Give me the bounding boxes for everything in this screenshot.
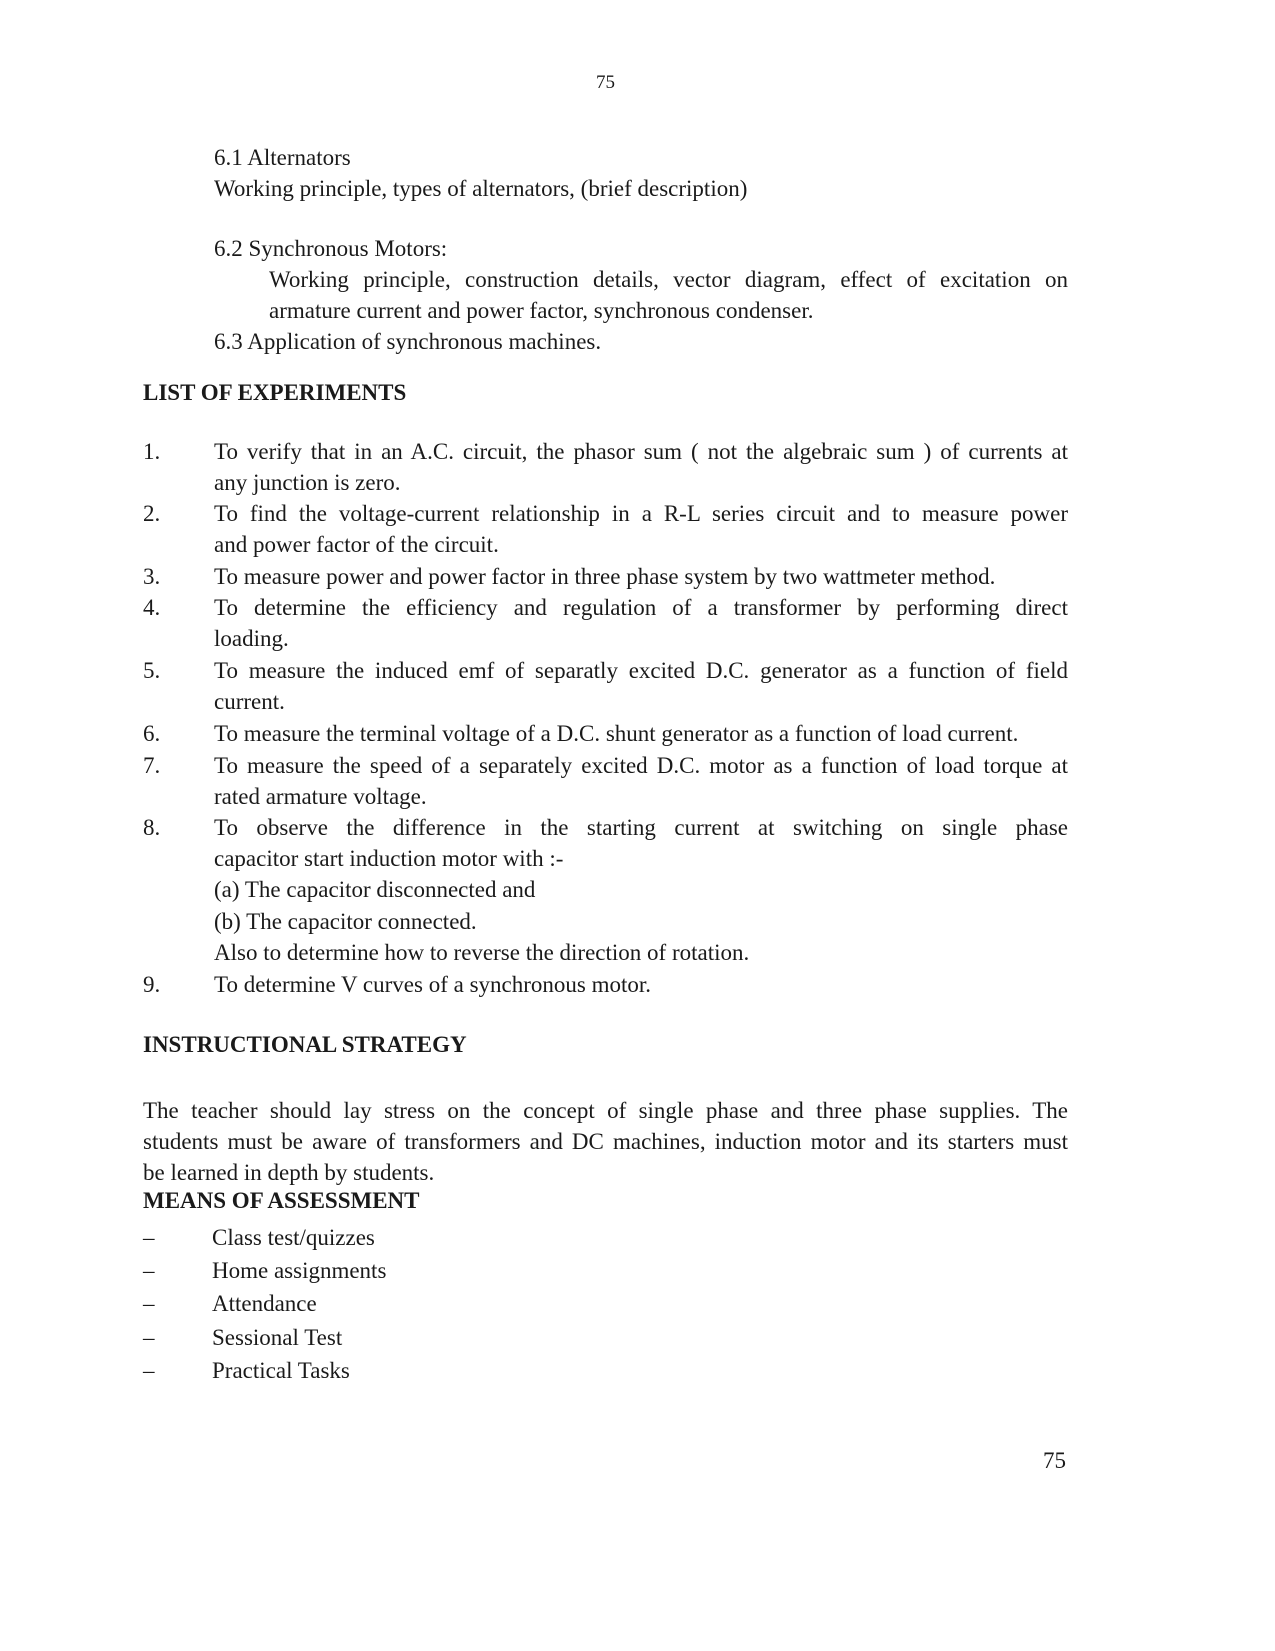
bullet-dash: – <box>143 1291 155 1316</box>
experiment-number: 2. <box>143 501 161 526</box>
experiment-text: To determine V curves of a synchronous motor. <box>214 972 652 997</box>
topic-6-2-description-line1: Working principle, construction details, vector diagram, effect of excitation on <box>269 267 1068 292</box>
experiment-text: Also to determine how to reverse the direction of rotation. <box>214 940 750 965</box>
topic-6-1-title: 6.1 Alternators <box>214 145 351 170</box>
experiment-text: To measure the induced emf of separatly excited D.C. generator as a function of field <box>214 658 1068 683</box>
experiment-number: 6. <box>143 721 161 746</box>
experiment-text: To determine the efficiency and regulation of a transformer by performing direct <box>214 595 1068 620</box>
experiment-text: loading. <box>214 626 289 651</box>
topic-6-3-title: 6.3 Application of synchronous machines. <box>214 329 602 354</box>
experiments-heading: LIST OF EXPERIMENTS <box>143 380 407 405</box>
page-number-top: 75 <box>596 72 615 93</box>
experiment-subitem: (a) The capacitor disconnected and <box>214 877 536 902</box>
experiment-number: 1. <box>143 439 161 464</box>
assessment-heading: MEANS OF ASSESSMENT <box>143 1188 420 1213</box>
experiment-text: To verify that in an A.C. circuit, the phasor sum ( not the algebraic sum ) of currents at <box>214 439 1068 464</box>
bullet-dash: – <box>143 1325 155 1350</box>
experiment-number: 5. <box>143 658 161 683</box>
topic-6-2-description-line2: armature current and power factor, synchronous condenser. <box>269 298 814 323</box>
experiment-text: To observe the difference in the starting current at switching on single phase <box>214 815 1068 840</box>
assessment-item: Class test/quizzes <box>212 1225 375 1250</box>
strategy-paragraph-line: students must be aware of transformers and DC machines, induction motor and its starters must <box>143 1129 1068 1154</box>
experiment-text: To measure the speed of a separately excited D.C. motor as a function of load torque at <box>214 753 1068 778</box>
strategy-paragraph-line: The teacher should lay stress on the concept of single phase and three phase supplies. The <box>143 1098 1068 1123</box>
strategy-paragraph-line: be learned in depth by students. <box>143 1160 435 1185</box>
experiment-text: capacitor start induction motor with :- <box>214 846 564 871</box>
page-number-bottom: 75 <box>1043 1448 1066 1473</box>
experiment-text: To measure the terminal voltage of a D.C. shunt generator as a function of load current. <box>214 721 1019 746</box>
experiment-text: To measure power and power factor in three phase system by two wattmeter method. <box>214 564 996 589</box>
experiment-number: 9. <box>143 972 161 997</box>
assessment-item: Home assignments <box>212 1258 387 1283</box>
bullet-dash: – <box>143 1225 155 1250</box>
experiment-text: and power factor of the circuit. <box>214 532 499 557</box>
experiment-text: rated armature voltage. <box>214 784 427 809</box>
experiment-number: 3. <box>143 564 161 589</box>
experiment-number: 7. <box>143 753 161 778</box>
strategy-heading: INSTRUCTIONAL STRATEGY <box>143 1032 467 1057</box>
experiment-text: current. <box>214 689 285 714</box>
experiment-number: 8. <box>143 815 161 840</box>
topic-6-2-title: 6.2 Synchronous Motors: <box>214 236 448 261</box>
assessment-item: Attendance <box>212 1291 317 1316</box>
bullet-dash: – <box>143 1358 155 1383</box>
bullet-dash: – <box>143 1258 155 1283</box>
experiment-number: 4. <box>143 595 161 620</box>
experiment-text: any junction is zero. <box>214 470 401 495</box>
experiment-text: To find the voltage-current relationship in a R-L series circuit and to measure power <box>214 501 1068 526</box>
experiment-subitem: (b) The capacitor connected. <box>214 909 477 934</box>
assessment-item: Practical Tasks <box>212 1358 350 1383</box>
assessment-item: Sessional Test <box>212 1325 343 1350</box>
topic-6-1-description: Working principle, types of alternators, (brief description) <box>214 176 748 201</box>
